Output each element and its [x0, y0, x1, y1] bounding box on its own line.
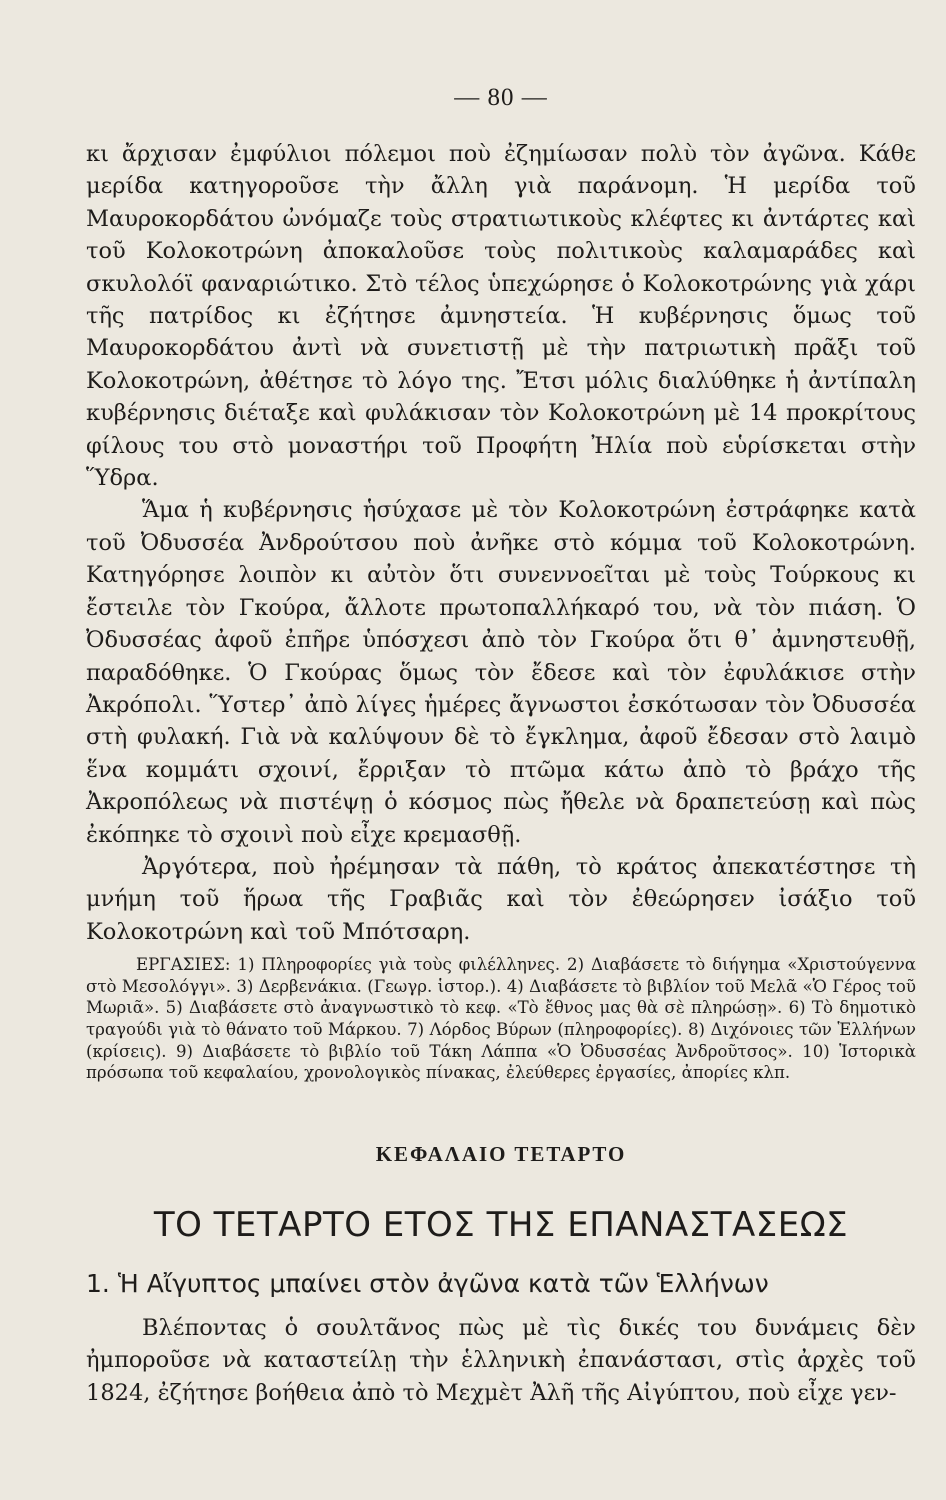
section-number: 1. [86, 1268, 110, 1298]
section-heading-text: Ἡ Αἴγυπτος μπαίνει στὸν ἀγῶνα κατὰ τῶν Ἑλλήνων [117, 1268, 769, 1298]
paragraph-memory: Ἀργότερα, ποὺ ἠρέμησαν τὰ πάθη, τὸ κράτος ἀπεκατέστησε τὴ μνήμη τοῦ ἥρωα τῆς Γραβιᾶς καὶ τὸν ἐθεώρησεν ἰσάξιο τοῦ Κολοκοτρώνη καὶ τοῦ Μπότσαρη. [86, 853, 916, 945]
exercises-list: ΕΡΓΑΣΙΕΣ: 1) Πληροφορίες γιὰ τοὺς φιλέλληνες. 2) Διαβάσετε τὸ διήγημα «Χριστούγεννα στὸ Μεσολόγγι». 3) Δερβενάκια. (Γεωγρ. ἱστορ.). 4) Διαβάσετε τὸ βιβλίον τοῦ Μελᾶ «Ὁ Γέρος τοῦ Μωριᾶ». 5) Διαβάσετε στὸ ἀναγνωστικὸ τὸ κεφ. «Τὸ ἔθνος μας θὰ σὲ πληρώσῃ». 6) Τὸ δημοτικὸ τραγούδι γιὰ τὸ θάνατο τοῦ Μάρκου. 7) Λόρδος Βύρων (πληροφορίες). 8) Διχόνοιες τῶν Ἑλλήνων (κρίσεις). 9) Διαβάσετε τὸ βιβλίο τοῦ Τάκη Λάππα «Ὁ Ὀδυσσέας Ἀνδροῦτσος». 10) Ἱστορικὰ πρόσωπα τοῦ κεφαλαίου, χρονολογικὸς πίνακας, ἐλεύθερες ἐργασίες, ἀπορίες κλπ. [86, 955, 916, 1083]
section-heading [86, 1269, 916, 1298]
section-paragraph: Βλέποντας ὁ σουλτᾶνος πὼς μὲ τὶς δικές του δυνάμεις δὲν ἠμποροῦσε νὰ καταστείλῃ τὴν ἑλληνικὴ ἐπανάστασι, στὶς ἀρχὲς τοῦ 1824, ἐζήτησε βοήθεια ἀπὸ τὸ Μεχμὲτ Ἀλῆ τῆς Αἰγύπτου, ποὺ εἶχε γεν- [86, 1314, 916, 1406]
paragraph-civil-war: κι ἄρχισαν ἐμφύλιοι πόλεμοι ποὺ ἐζημίωσαν πολὺ τὸν ἀγῶνα. Κάθε μερίδα κατηγοροῦσε τὴν ἄλλη γιὰ παράνομη. Ἡ μερίδα τοῦ Μαυροκορδάτου ὠνόμαζε τοὺς στρατιωτικοὺς κλέφτες κι ἀντάρτες καὶ τοῦ Κολοκοτρώνη ἀποκαλοῦσε τοὺς πολιτικοὺς καλαμαράδες καὶ σκυλολόϊ φαναριώτικο. Στὸ τέλος ὑπεχώρησε ὁ Κολοκοτρώνης γιὰ χάρι τῆς πατρίδος κι ἐζήτησε ἀμνηστεία. Ἡ κυβέρνησις ὅμως τοῦ Μαυροκορδάτου ἀντὶ νὰ συνετιστῇ μὲ τὴν πατριωτικὴ πρᾶξι τοῦ Κολοκοτρώνη, ἀθέτησε τὸ λόγο της. Ἔτσι μόλις διαλύθηκε ἡ ἀντίπαλη κυβέρνησις διέταξε καὶ φυλάκισαν τὸν Κολοκοτρώνη μὲ 14 προκρίτους φίλους του στὸ μοναστήρι τοῦ Προφήτη Ἠλία ποὺ εὑρίσκεται στὴν Ὕδρα. [86, 141, 916, 492]
chapter-label: ΚΕΦΑΛΑΙΟ ΤΕΤΑΡΤΟ [375, 1141, 627, 1166]
page-number: — 80 — [454, 84, 548, 111]
chapter-title: ΤΟ ΤΕΤΑΡΤΟ ΕΤΟΣ ΤΗΣ ΕΠΑΝΑΣΤΑΣΕΩΣ [153, 1204, 849, 1245]
paragraph-odysseas: Ἅμα ἡ κυβέρνησις ἡσύχασε μὲ τὸν Κολοκοτρώνη ἐστράφηκε κατὰ τοῦ Ὀδυσσέα Ἀνδρούτσου ποὺ ἀνῆκε στὸ κόμμα τοῦ Κολοκοτρώνη. Κατηγόρησε λοιπὸν κι αὐτὸν ὅτι συνεννοεῖται μὲ τοὺς Τούρκους κι ἔστειλε τὸν Γκούρα, ἄλλοτε πρωτοπαλλήκαρό του, νὰ τὸν πιάση. Ὁ Ὀδυσσέας ἀφοῦ ἐπῆρε ὑπόσχεσι ἀπὸ τὸν Γκούρα ὅτι θ᾽ ἀμνηστευθῇ, παραδόθηκε. Ὁ Γκούρας ὅμως τὸν ἔδεσε καὶ τὸν ἐφυλάκισε στὴν Ἀκρόπολι. Ὕστερ᾽ ἀπὸ λίγες ἡμέρες ἄγνωστοι ἐσκότωσαν τὸν Ὀδυσσέα στὴ φυλακή. Γιὰ νὰ καλύψουν δὲ τὸ ἔγκλημα, ἀφοῦ ἔδεσαν στὸ λαιμὸ ἕνα κομμάτι σχοινί, ἔρριξαν τὸ πτῶμα κάτω ἀπὸ τὸ βράχο τῆς Ἀκροπόλεως νὰ πιστέψῃ ὁ κόσμος πὼς ἤθελε νὰ δραπετεύσῃ καὶ πὼς ἐκόπηκε τὸ σχοινὶ ποὺ εἶχε κρεμασθῇ. [86, 497, 916, 848]
